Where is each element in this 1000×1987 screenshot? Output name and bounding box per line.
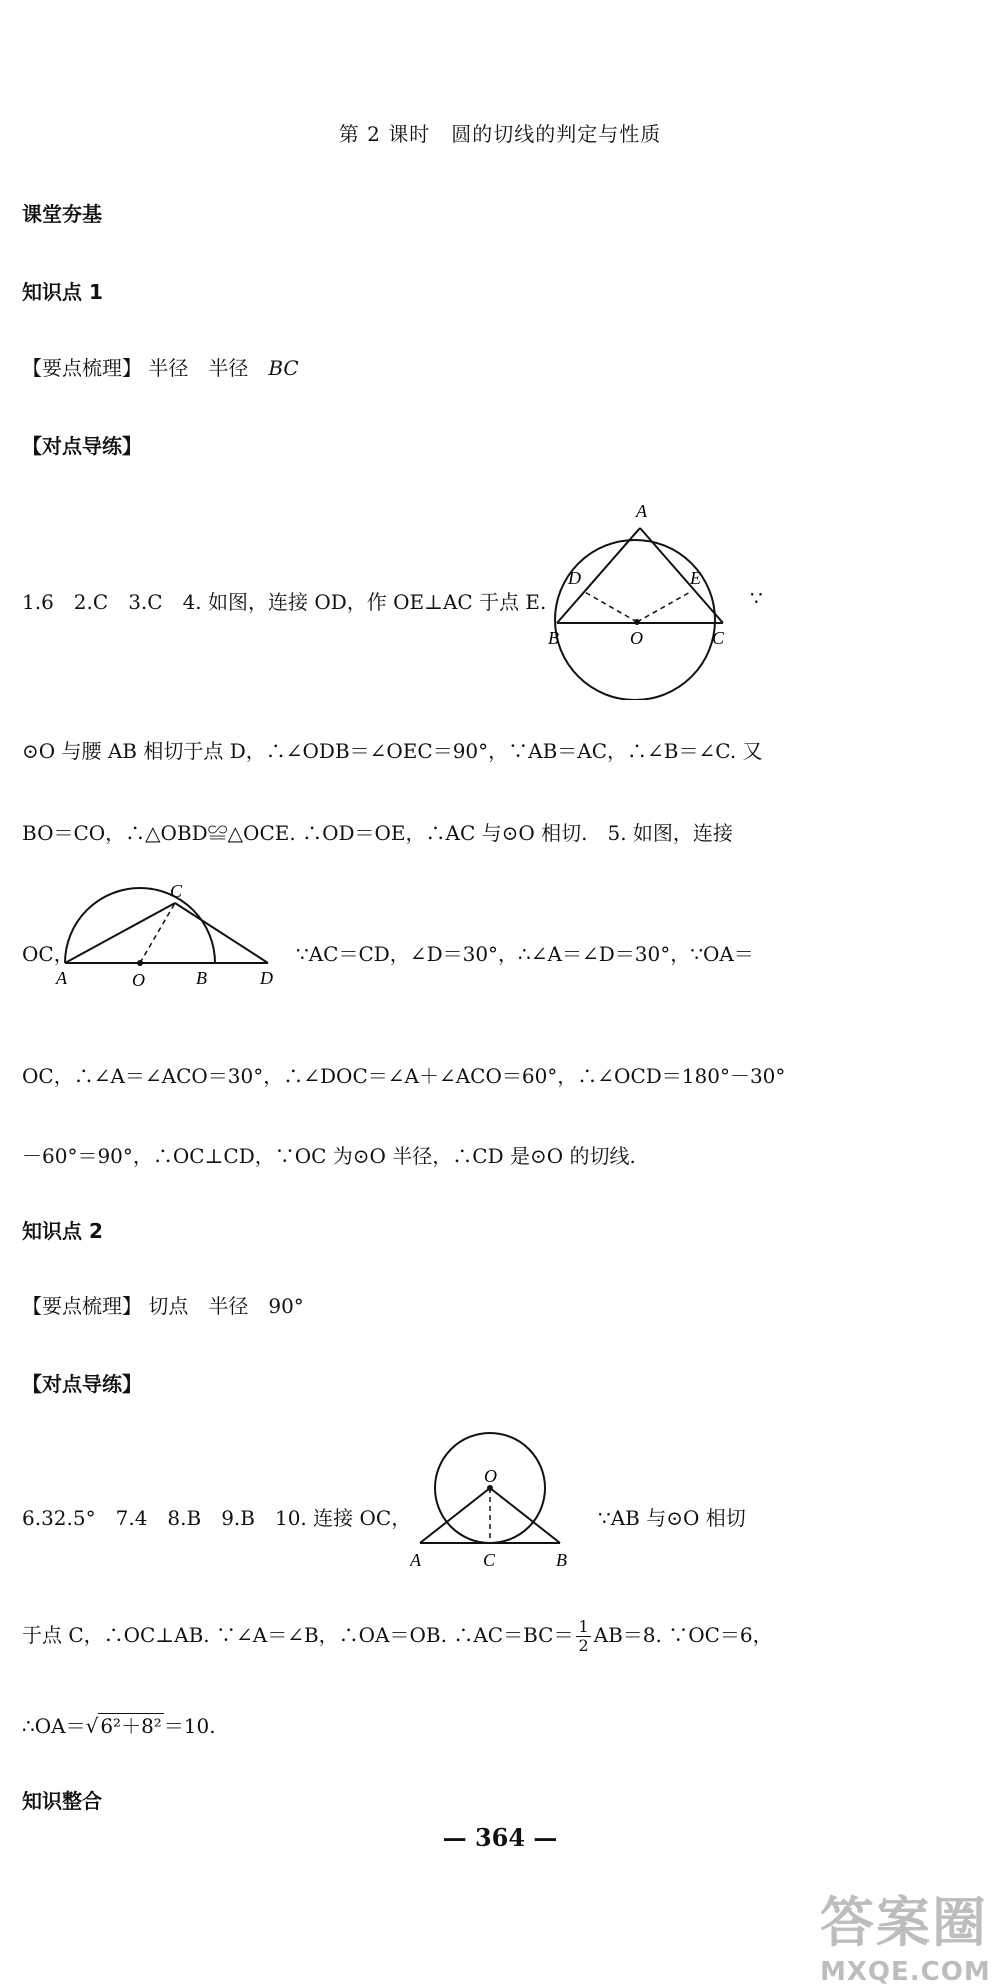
fig1-label-d: D <box>568 568 581 588</box>
key-points-answers: 半径 半径 <box>148 356 269 380</box>
kp1-answer-line-5: OC，∴∠A＝∠ACO＝30°，∴∠DOC＝∠A＋∠ACO＝60°，∴∠OCD＝180°－30° <box>22 1064 786 1088</box>
kp2-key-points <box>22 1290 304 1319</box>
fig1-label-a: A <box>636 501 647 521</box>
fig1-label-b: B <box>548 628 559 648</box>
fig1-label-e: E <box>690 568 701 588</box>
fig2-label-c: C <box>170 881 183 901</box>
kp1-answer-line-6: －60°＝90°，∴OC⊥CD，∵OC 为⊙O 半径，∴CD 是⊙O 的切线. <box>22 1144 636 1168</box>
kp2-answer-line-1-head: 6.32.5° 7.4 8.B 9.B 10. 连接 OC， <box>22 1506 412 1530</box>
fig3-segment-oa <box>420 1488 490 1543</box>
kp1-answer-line-1: 1.6 2.C 3.C 4. 如图，连接 OD，作 OE⊥AC 于点 E. <box>22 590 547 614</box>
sqrt-radicand: 6²＋8² <box>100 1714 162 1738</box>
fig1-center-dot <box>634 619 640 625</box>
fraction-numerator: 1 <box>578 1617 589 1636</box>
key-points-label: 【要点梳理】 <box>22 356 142 380</box>
watermark-bottom: MXQE.COM <box>820 1957 991 1987</box>
fig2-label-a: A <box>56 968 67 988</box>
fig3-label-o: O <box>484 1466 497 1486</box>
key-points-answer-bc: BC <box>268 356 299 380</box>
kp1-answer-line-4-tail: ∵AC＝CD，∠D＝30°，∴∠A＝∠D＝30°，∵OA＝ <box>296 942 754 966</box>
fig3-label-b: B <box>556 1550 567 1570</box>
kp1-answer-line-3: BO＝CO，∴△OBD≌△OCE. ∴OD＝OE，∴AC 与⊙O 相切. 5. 如图，连接 <box>22 821 733 845</box>
sqrt-icon: √ <box>85 1714 99 1738</box>
kp1-because-symbol: ∵ <box>750 586 763 610</box>
kp1-answer-line-2: ⊙O 与腰 AB 相切于点 D，∴∠ODB＝∠OEC＝90°，∵AB＝AC，∴∠B＝∠C. 又 <box>22 739 763 763</box>
kp1-answer-line-4-head: OC， <box>22 942 74 966</box>
figure-triangle-circle <box>540 500 740 700</box>
section-heading-classroom: 课堂夯基 <box>22 202 102 226</box>
kp2-key-points-label: 【要点梳理】 <box>22 1294 142 1318</box>
kp2-answer-line-1-tail: ∵AB 与⊙O 相切 <box>598 1506 746 1530</box>
fig1-label-c: C <box>712 628 725 648</box>
fraction-denominator: 2 <box>578 1636 589 1655</box>
kp2-heading: 知识点 2 <box>22 1219 103 1243</box>
kp2-line-2-part-b: AB＝8. ∵OC＝6， <box>593 1623 773 1647</box>
watermark-top: 答案圈 <box>820 1891 988 1954</box>
fig1-segment-od <box>583 591 637 622</box>
fig2-label-b: B <box>196 968 207 988</box>
figure-circle-tangent-ab <box>410 1420 590 1580</box>
kp2-answer-line-2 <box>22 1618 773 1655</box>
fraction-one-half <box>576 1618 590 1655</box>
watermark-logo <box>820 1880 991 1987</box>
lesson-title: 第 2 课时 圆的切线的判定与性质 <box>338 122 662 146</box>
page-number: — 364 — <box>442 1823 558 1852</box>
section-heading-integration: 知识整合 <box>22 1789 102 1813</box>
kp2-line-3-part-b: ＝10. <box>163 1714 216 1738</box>
kp1-heading: 知识点 1 <box>22 280 103 304</box>
fig3-segment-ob <box>490 1488 560 1543</box>
fig2-label-o: O <box>132 970 145 990</box>
fig2-segment-ac <box>65 903 175 963</box>
kp2-line-3-part-a: ∴OA＝ <box>22 1714 86 1738</box>
fig2-center-dot <box>137 960 143 966</box>
fig3-label-a: A <box>410 1550 421 1570</box>
fig3-label-c: C <box>483 1550 496 1570</box>
kp2-answer-line-3 <box>22 1710 216 1739</box>
kp2-key-points-answers: 切点 半径 90° <box>148 1294 304 1318</box>
fig1-side-ac <box>640 528 723 623</box>
kp2-practice-label: 【对点导练】 <box>22 1372 142 1396</box>
kp2-line-2-part-a: 于点 C，∴OC⊥AB. ∵∠A＝∠B，∴OA＝OB. ∴AC＝BC＝ <box>22 1623 574 1647</box>
fig2-label-d: D <box>260 968 273 988</box>
figure-semicircle-tangent <box>50 880 290 990</box>
fig1-label-o: O <box>630 628 643 648</box>
fig2-segment-cd <box>175 903 268 963</box>
kp1-practice-label: 【对点导练】 <box>22 434 142 458</box>
fig1-segment-oe <box>637 591 692 622</box>
kp1-key-points <box>22 352 299 381</box>
